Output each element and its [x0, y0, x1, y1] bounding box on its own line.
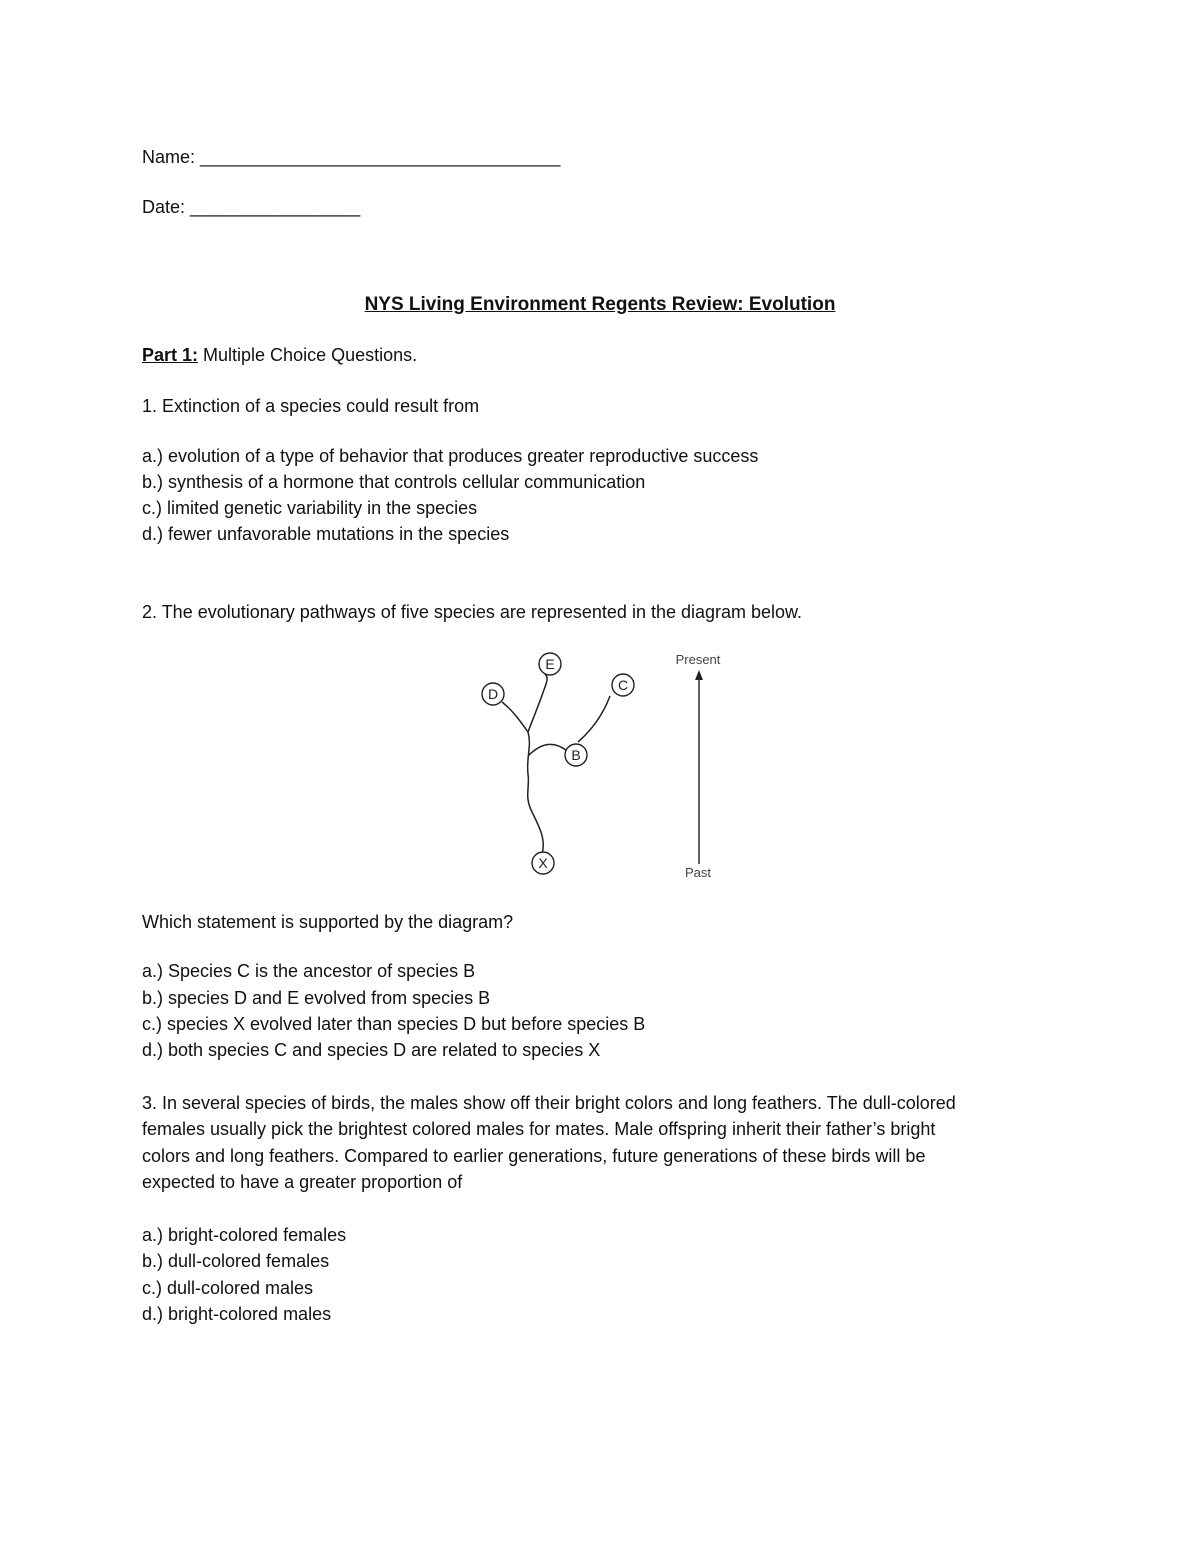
question-1-option-a: a.) evolution of a type of behavior that produces greater reproductive success — [142, 446, 759, 466]
question-3-stem-line-1: 3. In several species of birds, the males show off their bright colors and long feathers. The dull-colored — [142, 1093, 956, 1113]
node-d — [482, 683, 504, 705]
node-b-label: B — [571, 747, 581, 763]
name-field-line: Name: ____________________________________ — [142, 147, 561, 167]
question-1-option-d: d.) fewer unfavorable mutations in the species — [142, 524, 510, 544]
question-2-option-b: b.) species D and E evolved from species B — [142, 988, 491, 1008]
question-3-option-d: d.) bright-colored males — [142, 1304, 332, 1324]
node-e-label: E — [545, 656, 555, 672]
question-1-option-c: c.) limited genetic variability in the species — [142, 498, 478, 518]
node-b — [565, 744, 587, 766]
question-3-stem-line-4: expected to have a greater proportion of — [142, 1172, 463, 1192]
node-c — [612, 674, 634, 696]
question-2-option-a: a.) Species C is the ancestor of species B — [142, 961, 476, 981]
part1-label: Part 1: — [142, 345, 199, 365]
node-x-label: X — [538, 855, 548, 871]
question-1-stem: 1. Extinction of a species could result from — [142, 396, 480, 416]
question-1-option-b: b.) synthesis of a hormone that controls cellular communication — [142, 472, 646, 492]
branch-to-c — [578, 696, 610, 742]
question-3-option-a: a.) bright-colored females — [142, 1225, 347, 1245]
question-2-option-c: c.) species X evolved later than species D but before species B — [142, 1014, 646, 1034]
question-3-stem-line-3: colors and long feathers. Compared to earlier generations, future generations of these birds will be — [142, 1146, 926, 1166]
axis-past-label: Past — [684, 865, 712, 880]
part1-description: Multiple Choice Questions. — [198, 345, 418, 365]
branch-to-b — [528, 744, 566, 756]
axis-present-label: Present — [675, 652, 721, 667]
node-d-label: D — [487, 686, 499, 702]
question-2-option-d: d.) both species C and species D are related to species X — [142, 1040, 601, 1060]
question-3-option-c: c.) dull-colored males — [142, 1278, 314, 1298]
node-e — [539, 653, 561, 675]
part1-heading — [142, 343, 417, 367]
evolution-tree-diagram — [470, 640, 760, 885]
time-axis-arrowhead — [695, 670, 703, 680]
date-field-line: Date: _________________ — [142, 197, 361, 217]
branch-to-e — [528, 666, 547, 732]
question-2-prompt: Which statement is supported by the diagram? — [142, 912, 514, 932]
page-title: NYS Living Environment Regents Review: Evolution — [364, 294, 836, 315]
question-2-stem: 2. The evolutionary pathways of five species are represented in the diagram below. — [142, 602, 803, 622]
node-x — [532, 852, 554, 874]
branch-to-d — [502, 702, 528, 732]
question-3-option-b: b.) dull-colored females — [142, 1251, 330, 1271]
question-3-stem-line-2: females usually pick the brightest colored males for mates. Male offspring inherit their father’s bright — [142, 1119, 936, 1139]
node-c-label: C — [617, 677, 629, 693]
